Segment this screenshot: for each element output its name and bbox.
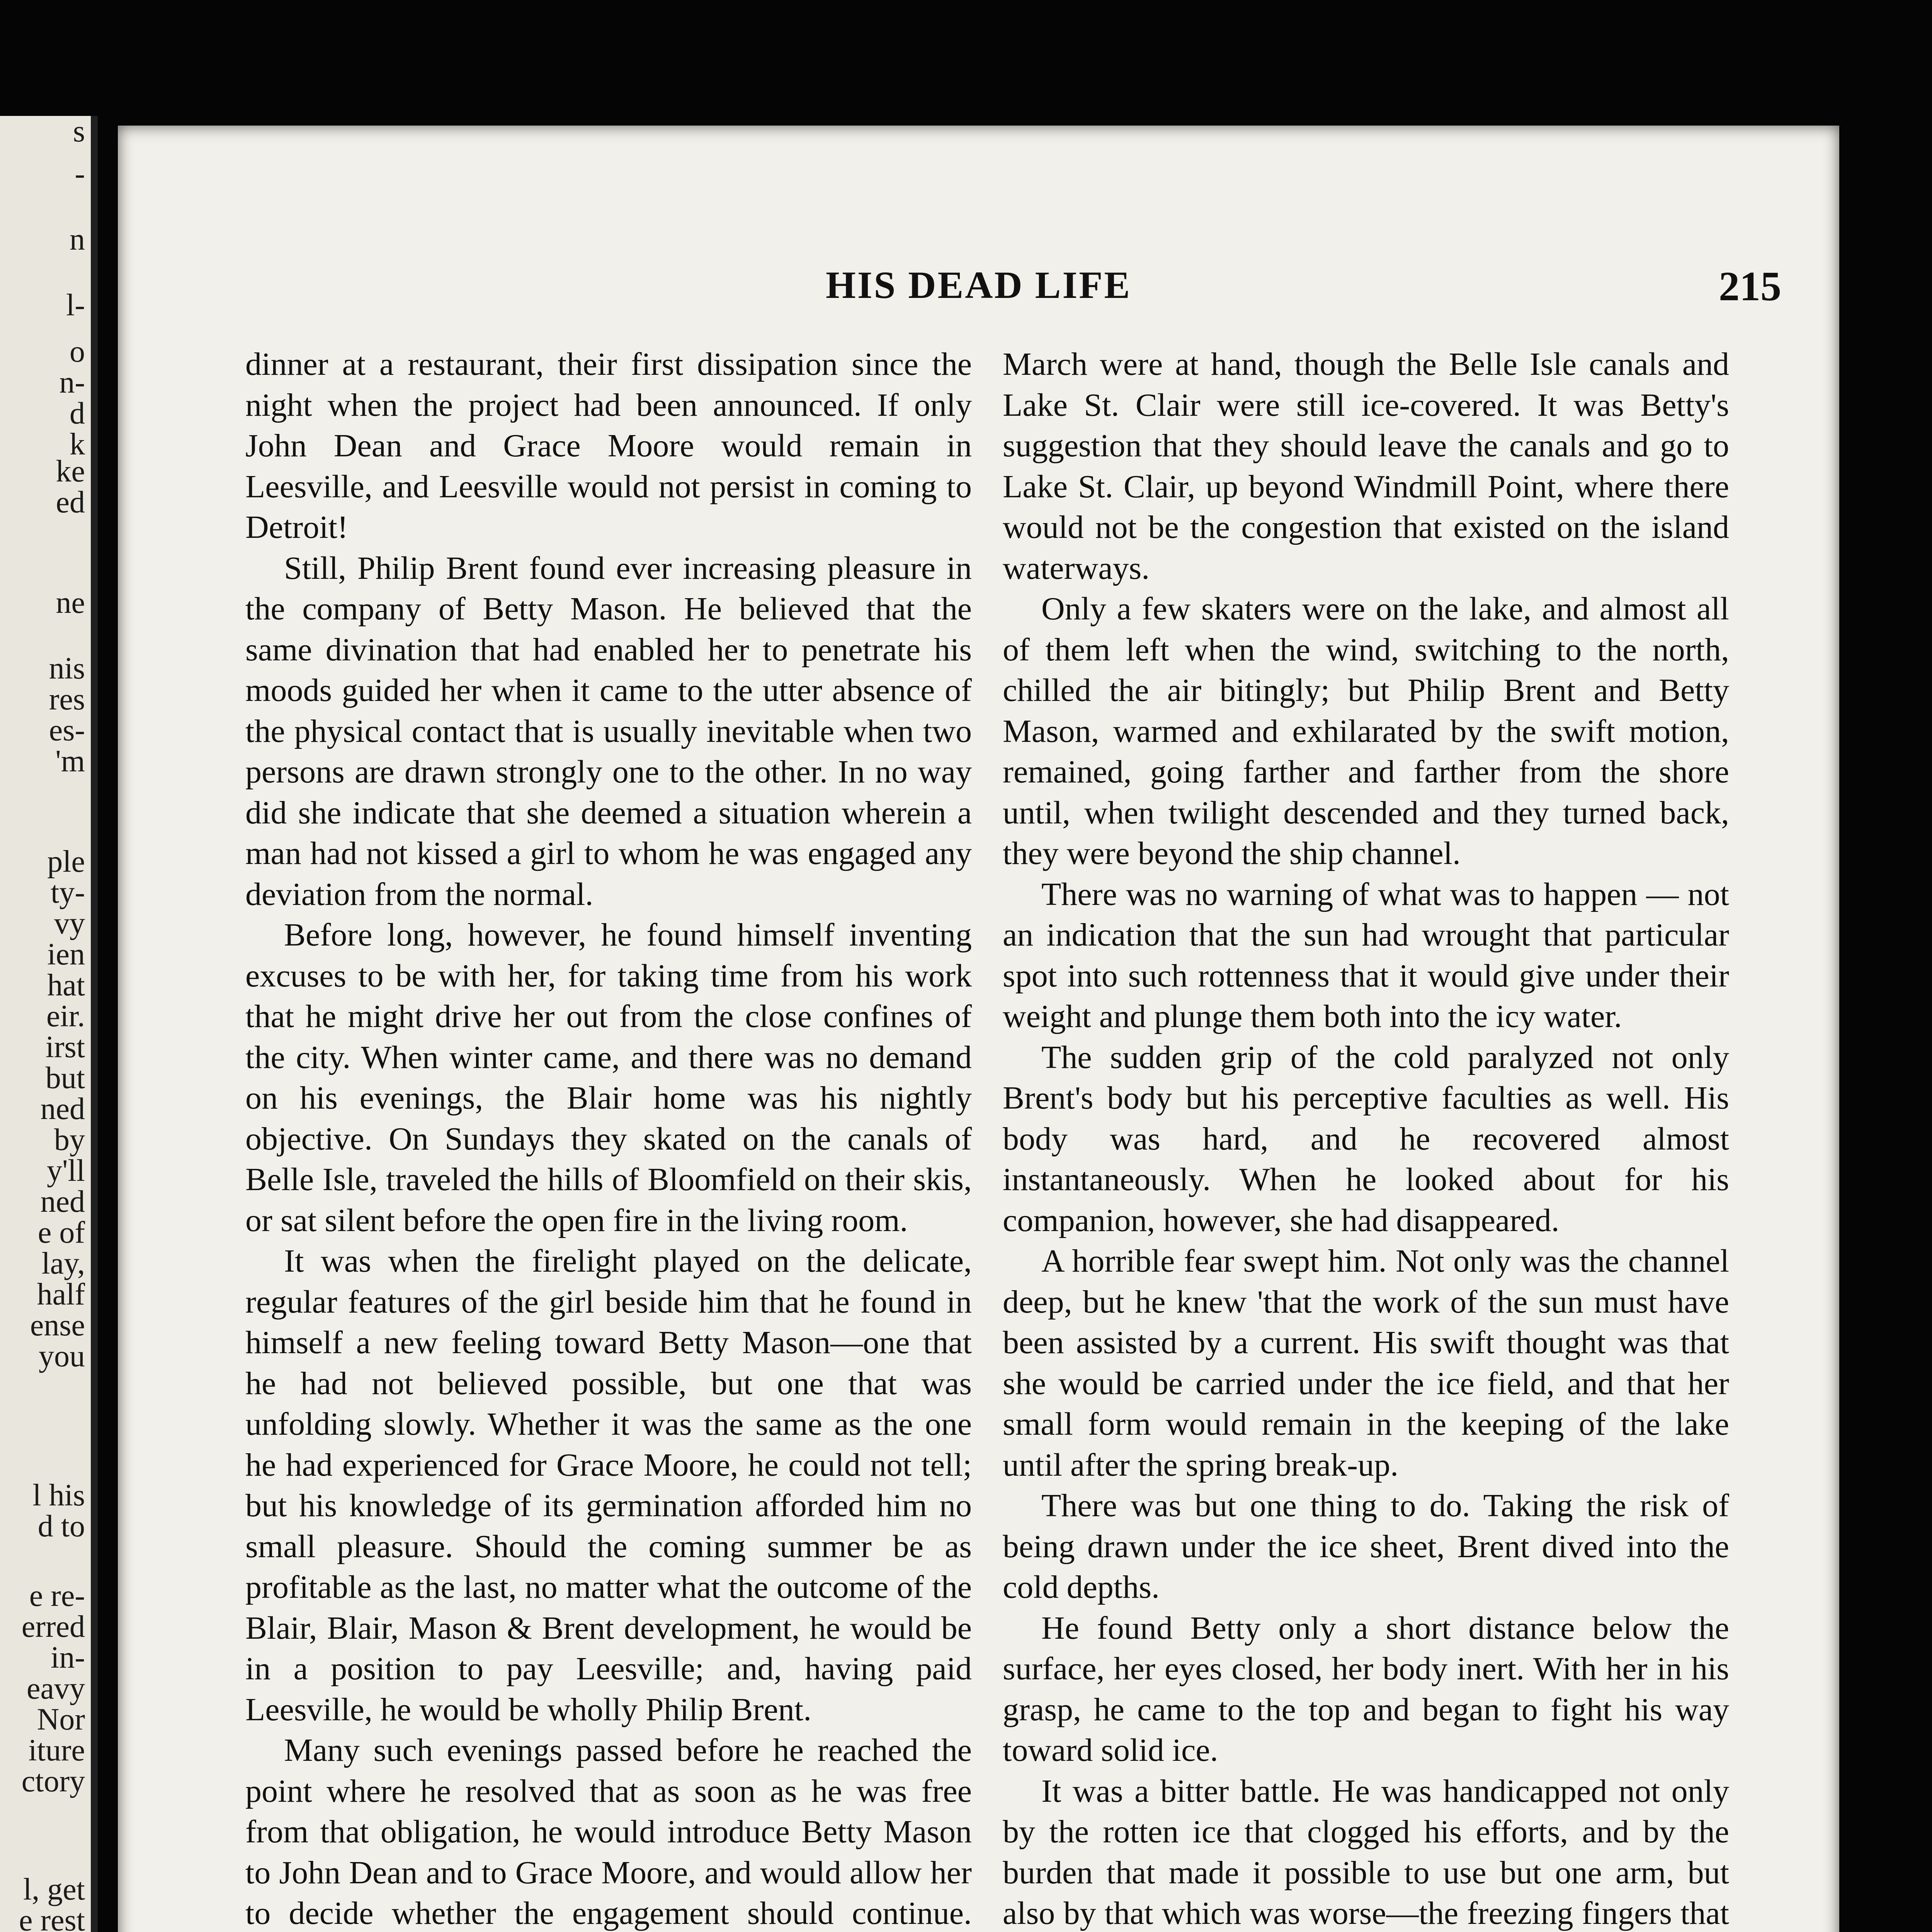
paragraph: Still, Philip Brent found ever increasing pleasure in the company of Betty Mason. He believed that the same divination that had enabled her to penetrate his moods guided her when it came to the utter absence of the physical contact that is usually inevitable when two persons are drawn strongly one to the other. In no way did she indicate that she deemed a situation wherein a man had not kissed a girl to whom he was engaged any deviation from the normal. — [245, 550, 972, 912]
previous-page-edge — [0, 116, 98, 1932]
paragraph: Many such evenings passed before he reached the point where he resolved that as soon as he was free from that obligation, he would introduce Betty Mason to John Dean and to Grace Moore, and would allow her to decide whether the engagement should continue. — [245, 1732, 972, 1931]
previous-page-fragment: ty- — [51, 876, 85, 910]
previous-page-fragment: eir. — [46, 999, 85, 1033]
previous-page-fragment: irst — [45, 1030, 85, 1064]
previous-page-fragment: l his — [32, 1478, 85, 1512]
paragraph: The sudden grip of the cold paralyzed not only Brent's body but his perceptive faculties as well. His body was hard, and he recovered almost instantaneously. When he looked about for his companion, however, she had disappeared. — [1003, 1039, 1729, 1238]
previous-page-fragment: half — [37, 1277, 85, 1311]
previous-page-fragment: 'm — [55, 744, 85, 778]
previous-page-fragment: e of — [37, 1216, 85, 1250]
previous-page-fragment: s — [73, 116, 85, 148]
previous-page-fragment: res — [49, 682, 85, 716]
previous-page-fragment: o — [70, 335, 85, 369]
paragraph: March were at hand, though the Belle Isle canals and Lake St. Clair were still ice-covered. It was Betty's suggestion that they should leave the canals and go to Lake St. Clair, up beyond Windmill Point, where there would not be the congestion that existed on the island waterways. — [1003, 346, 1729, 586]
previous-page-fragment: nis — [49, 651, 85, 685]
paragraph: Only a few skaters were on the lake, and almost all of them left when the wind, switching to the north, chilled the air bitingly; but Philip Brent and Betty Mason, warmed and exhilarated by the swift motion, remained, going farther and farther from the shore until, when twilight descended and they turned back, they were beyond the ship channel. — [1003, 591, 1729, 871]
paragraph: It was when the firelight played on the delicate, regular features of the girl beside him that he found in himself a new feeling toward Betty Mason—one that he had not believed possible, but one that was unfolding slowly. Whether it was the same as the one he had experienced for Grace Moore, he could not tell; but his knowledge of its germination afforded him no small pleasure. Should the coming summer be as profitable as the last, no matter what the outcome of the Blair, Blair, Mason & Brent development, he would be in a position to pay Leesville; and, having paid Leesville, he would be wholly Philip Brent. — [245, 1243, 972, 1728]
previous-page-fragment: l, get — [23, 1872, 85, 1906]
paragraph: dinner at a restaurant, their first dissipation since the night when the project had been announced. If only John Dean and Grace Moore would remain in Leesville, and Leesville would not persist in coming to Detroit! — [245, 346, 972, 545]
previous-page-fragment: ned — [40, 1092, 85, 1126]
previous-page-fragment: k — [70, 427, 85, 461]
paragraph: It was a bitter battle. He was handicapped not only by the rotten ice that clogged his efforts, and by the burden that made it possible to use but one arm, but also by that which was worse—the freezing fingers that — [1003, 1773, 1729, 1931]
previous-page-fragment: erred — [21, 1610, 85, 1644]
previous-page-fragment: d to — [37, 1509, 85, 1543]
previous-page-fragment: l- — [66, 288, 85, 322]
previous-page-fragment: y'll — [47, 1154, 85, 1188]
previous-page-fragment: d — [70, 396, 85, 430]
previous-page-fragment: you — [39, 1339, 85, 1373]
page-header — [118, 263, 1839, 321]
previous-page-fragment: ed — [56, 485, 85, 519]
previous-page-fragment: in- — [51, 1641, 85, 1675]
paragraph: A horrible fear swept him. Not only was the channel deep, but he knew 'that the work of the sun must have been assisted by a current. His swift thought was that she would be carried under the ice field, and that her small form would remain in the keeping of the lake until after the spring break-up. — [1003, 1243, 1729, 1483]
page-number: 215 — [1719, 264, 1781, 310]
right-column — [1003, 344, 1729, 1932]
previous-page-fragment: n- — [59, 366, 85, 400]
paragraph: There was but one thing to do. Taking the risk of being drawn under the ice sheet, Brent dived into the cold depths. — [1003, 1488, 1729, 1605]
previous-page-fragment: by — [54, 1123, 85, 1157]
previous-page-fragment: iture — [28, 1733, 85, 1767]
previous-page-fragment: - — [75, 157, 85, 191]
previous-page-fragment: ien — [47, 937, 85, 971]
previous-page-fragment: ke — [56, 454, 85, 488]
previous-page-fragment: lay, — [41, 1247, 85, 1281]
previous-page-fragment: Nor — [37, 1702, 85, 1736]
left-column — [245, 344, 972, 1932]
paragraph: He found Betty only a short distance below the surface, her eyes closed, her body inert. With her in his grasp, he came to the top and began to fight his way toward solid ice. — [1003, 1610, 1729, 1768]
previous-page-fragment: es- — [49, 713, 85, 747]
previous-page-fragment: e re- — [29, 1579, 85, 1613]
previous-page-fragment: but — [45, 1061, 85, 1095]
previous-page-fragment: ned — [40, 1185, 85, 1219]
previous-page-fragment: ne — [56, 586, 85, 620]
paragraph: There was no warning of what was to happen — not an indication that the sun had wrought that particular spot into such rottenness that it would give under their weight and plunge them both into the icy water. — [1003, 876, 1729, 1034]
paragraph: Before long, however, he found himself inventing excuses to be with her, for taking time from his work that he might drive her out from the close confines of the city. When winter came, and there was no demand on his evenings, the Blair home was his nightly objective. On Sundays they skated on the canals of Belle Isle, traveled the hills of Bloomfield on their skis, or sat silent before the open fire in the living room. — [245, 917, 972, 1238]
previous-page-fragment: vy — [54, 906, 85, 940]
previous-page-fragment: ple — [47, 845, 85, 879]
book-page — [118, 126, 1839, 1932]
previous-page-fragment: eavy — [26, 1672, 85, 1706]
previous-page-fragment: n — [70, 223, 85, 257]
previous-page-fragment: e rest — [19, 1903, 85, 1932]
running-head: HIS DEAD LIFE — [825, 264, 1132, 306]
previous-page-fragment: ctory — [21, 1764, 85, 1798]
previous-page-fragment: hat — [47, 968, 85, 1002]
previous-page-fragment: ense — [30, 1308, 85, 1342]
